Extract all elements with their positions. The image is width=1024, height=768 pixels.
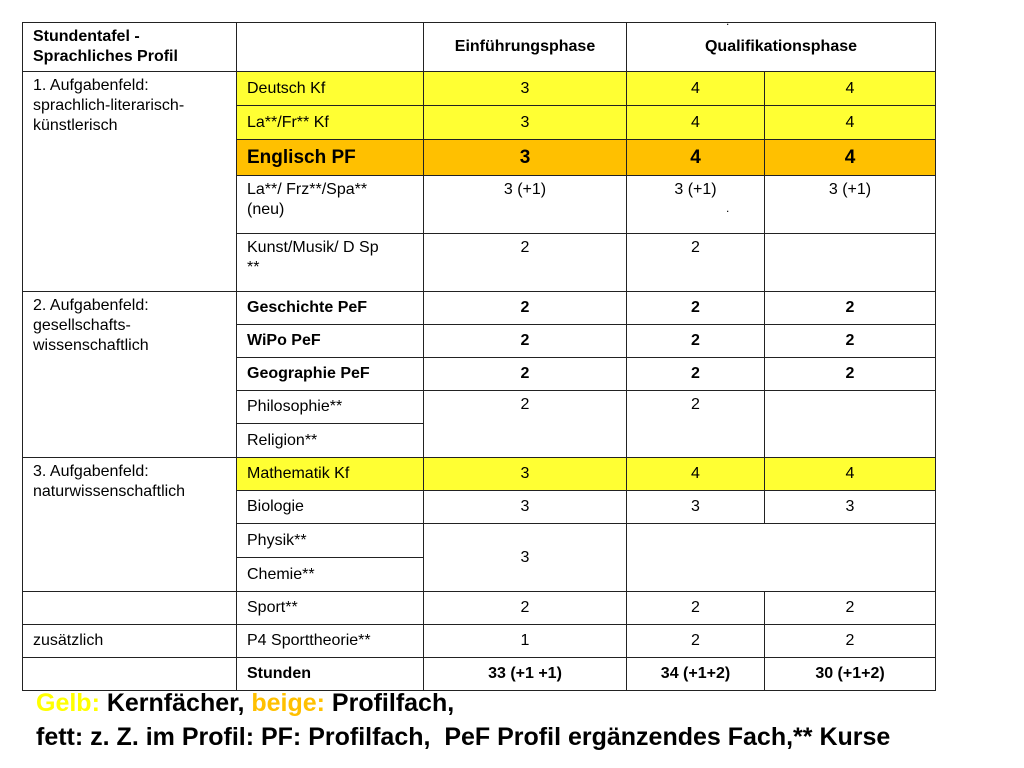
group-label-2: 2. Aufgabenfeld: gesellschafts-wissenschaftlich [23,292,237,458]
ef-cell: 2 [424,592,627,625]
ef-cell: 3 [424,524,627,592]
stray-dot: . [726,14,730,28]
ef-cell: 2 [424,234,627,292]
stundentafel-table [22,22,936,691]
subject-cell: Chemie** [237,558,424,592]
legend-beige: beige: [251,689,325,717]
subject-cell: Physik** [237,524,424,558]
q1-cell: 4 [627,72,765,106]
q2-cell: 3 [765,491,936,524]
header-empty [237,23,424,72]
header-einfuehrungsphase: Einführungsphase [424,23,627,72]
header-title: Stundentafel - Sprachliches Profil [23,23,237,72]
q1-cell: 4 [627,140,765,176]
q2-cell-empty [765,391,936,458]
subject-cell: Geographie PeF [237,358,424,391]
q1-cell: 2 [627,325,765,358]
ef-cell: 3 [424,106,627,140]
q2-cell: 4 [765,458,936,491]
subject-cell: Englisch PF [237,140,424,176]
subject-cell: Religion** [237,424,424,458]
subject-cell: Geschichte PeF [237,292,424,325]
ef-cell: 2 [424,292,627,325]
ef-cell: 3 [424,140,627,176]
subject-cell: La**/ Frz**/Spa**(neu) [237,176,424,234]
header-qualifikationsphase: Qualifikationsphase [627,23,936,72]
table-row [23,458,936,491]
legend [36,686,890,754]
legend-line-1 [36,686,890,720]
subject-cell: P4 Sporttheorie** [237,625,424,658]
ef-cell: 2 [424,325,627,358]
subject-cell: La**/Fr** Kf [237,106,424,140]
subject-cell: WiPo PeF [237,325,424,358]
legend-line-2: fett: z. Z. im Profil: PF: Profilfach, PeF Profil ergänzendes Fach,** Kurse [36,723,891,751]
q2-total: 30 (+1+2) [765,658,936,691]
q2-cell: 4 [765,140,936,176]
q2-cell-empty [765,234,936,292]
q1-cell: 2 [627,625,765,658]
q1-cell: 2 [627,592,765,625]
q1-total: 34 (+1+2) [627,658,765,691]
q1-cell: 2 [627,358,765,391]
ef-cell: 2 [424,358,627,391]
subject-cell: Philosophie** [237,391,424,424]
ef-cell: 2 [424,391,627,458]
q2-cell: 3 (+1) [765,176,936,234]
q2-cell: 4 [765,72,936,106]
q2-cell: 2 [765,292,936,325]
q2-cell: 2 [765,592,936,625]
q1-cell: 4 [627,458,765,491]
table-row [23,292,936,325]
table-row [23,72,936,106]
qp-cell-empty [627,524,936,592]
subject-cell: Sport** [237,592,424,625]
subject-cell: Kunst/Musik/ D Sp ** [237,234,424,292]
q2-cell: 2 [765,325,936,358]
ef-cell: 3 (+1) [424,176,627,234]
group-label-1: 1. Aufgabenfeld: sprachlich-literarisch-künstlerisch [23,72,237,292]
subject-cell: Stunden [237,658,424,691]
group-label-empty [23,592,237,625]
ef-total: 33 (+1 +1) [424,658,627,691]
q1-cell: 2 [627,234,765,292]
ef-cell: 3 [424,491,627,524]
subject-cell: Mathematik Kf [237,458,424,491]
legend-profilfach: Profilfach, [324,689,455,717]
stray-dot: . [726,201,730,215]
q1-cell: 3 (+1) [627,176,765,234]
q2-cell: 2 [765,358,936,391]
table-row [23,625,936,658]
legend-gelb: Gelb: [36,689,100,717]
subject-cell: Biologie [237,491,424,524]
ef-cell: 3 [424,458,627,491]
table-row [23,592,936,625]
subject-cell: Deutsch Kf [237,72,424,106]
ef-cell: 3 [424,72,627,106]
q1-cell: 3 [627,491,765,524]
q1-cell: 2 [627,292,765,325]
group-label-zusaetzlich: zusätzlich [23,625,237,658]
q1-cell: 2 [627,391,765,458]
header-row [23,23,936,72]
group-label-3: 3. Aufgabenfeld: naturwissenschaftlich [23,458,237,592]
q1-cell: 4 [627,106,765,140]
q2-cell: 2 [765,625,936,658]
legend-kernfaecher: Kernfächer, [99,689,252,717]
ef-cell: 1 [424,625,627,658]
q2-cell: 4 [765,106,936,140]
